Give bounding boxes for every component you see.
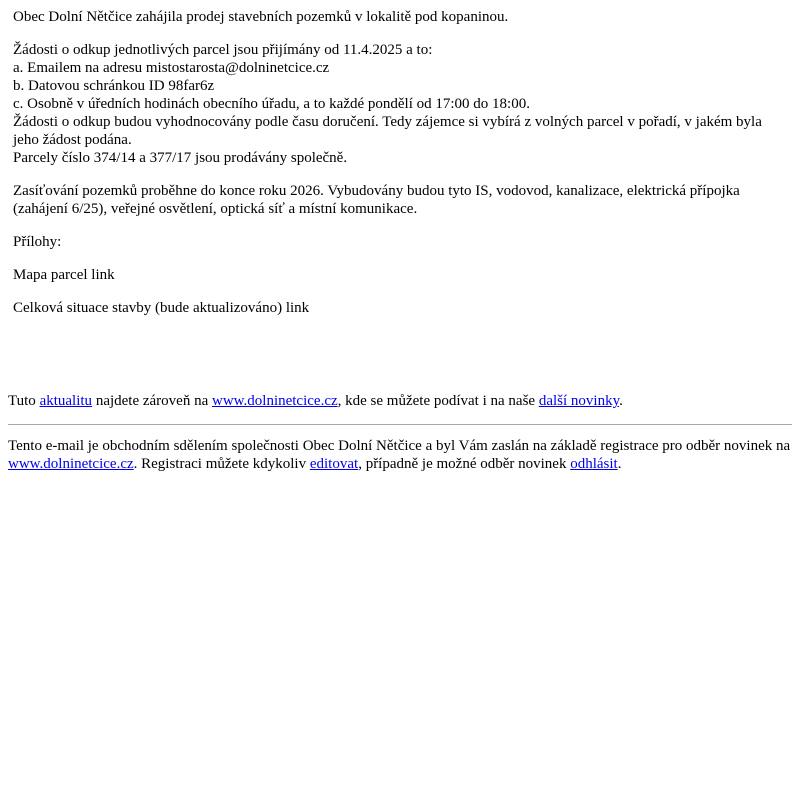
requests-paragraph	[13, 41, 787, 167]
request-option-databox: b. Datovou schránkou ID 98far6z	[13, 78, 215, 94]
footer-divider	[8, 424, 792, 425]
news-text: .	[619, 393, 623, 409]
request-option-in-person: c. Osobně v úředních hodinách obecního úřadu, a to každé pondělí od 17:00 do 18:00.	[13, 96, 530, 112]
news-text: najdete zároveň na	[92, 393, 212, 409]
request-option-email: a. Emailem na adresu mistostarosta@dolninetcice.cz	[13, 60, 330, 76]
article-body	[8, 8, 792, 317]
more-news-link[interactable]: další novinky	[538, 393, 620, 409]
website-link[interactable]: www.dolninetcice.cz	[212, 393, 338, 409]
disclaimer-text: , případně je možné odběr novinek	[358, 456, 571, 472]
requests-lead: Žádosti o odkup jednotlivých parcel jsou přijímány od 11.4.2025 a to:	[13, 42, 433, 58]
disclaimer-text: .	[617, 456, 622, 472]
news-article-link[interactable]: aktualitu	[39, 393, 93, 409]
news-text: Tuto	[8, 393, 40, 409]
infrastructure-paragraph: Zasíťování pozemků proběhne do konce roku 2026. Vybudovány budou tyto IS, vodovod, kanalizace, elektrická přípojka (zahájení 6/25), veřejné osvětlení, optická síť a místní komunikace.	[13, 183, 740, 217]
unsubscribe-link[interactable]: odhlásit	[570, 456, 618, 472]
edit-registration-link[interactable]: editovat	[309, 456, 359, 472]
spacer	[8, 332, 792, 392]
attachment-situation: Celková situace stavby (bude aktualizováno) link	[13, 300, 310, 316]
requests-evaluation: Žádosti o odkup budou vyhodnocovány podle času doručení. Tedy zájemce si vybírá z volných parcel v pořadí, v jakém byla jeho žádost podána.	[13, 114, 762, 148]
disclaimer-website-link[interactable]: www.dolninetcice.cz	[8, 456, 134, 472]
news-notice	[8, 392, 792, 410]
news-text: , kde se můžete podívat i na naše	[337, 393, 539, 409]
attachments-label: Přílohy:	[13, 234, 62, 250]
email-footer	[8, 392, 792, 473]
disclaimer	[8, 437, 792, 473]
disclaimer-text: Tento e-mail je obchodním sdělením společnosti Obec Dolní Nětčice a byl Vám zaslán na základě registrace pro odběr novinek na	[8, 438, 791, 454]
disclaimer-text: . Registraci můžete kdykoliv	[133, 456, 310, 472]
intro-paragraph: Obec Dolní Nětčice zahájila prodej stavebních pozemků v lokalitě pod kopaninou.	[13, 9, 509, 25]
parcels-note: Parcely číslo 374/14 a 377/17 jsou prodávány společně.	[13, 150, 348, 166]
attachment-map: Mapa parcel link	[13, 267, 115, 283]
